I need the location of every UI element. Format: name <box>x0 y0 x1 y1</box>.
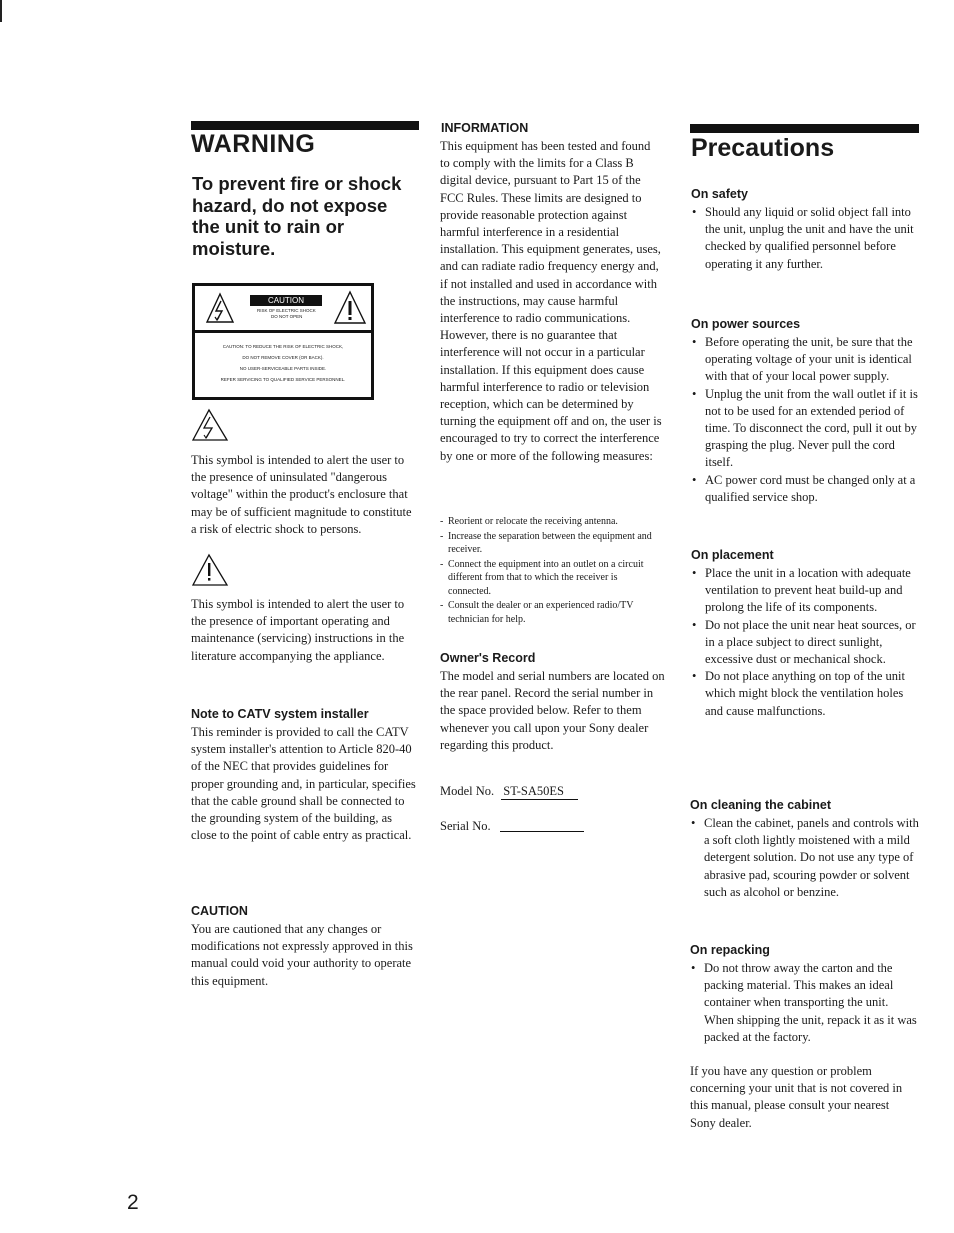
section-on-power-sources <box>691 316 920 506</box>
page-number: 2 <box>127 1191 139 1214</box>
caution-label-box <box>192 283 374 400</box>
model-number-value: ST-SA50ES <box>501 784 578 800</box>
measure-item: - Increase the separation between the equipment and receiver. <box>440 530 662 557</box>
scan-edge-mark <box>0 0 2 22</box>
caution-box-top <box>195 286 371 333</box>
model-number-row <box>440 783 578 800</box>
list-item: • Clean the cabinet, panels and controls with a soft cloth lightly moistened with a mild detergent solution. Do not use any type of abrasive pad, scouring powder or solvent such as alcohol or benzine. <box>690 815 920 901</box>
precautions-rule <box>690 124 919 133</box>
exclamation-symbol-icon <box>191 553 229 587</box>
caution-line-2: DO NOT REMOVE COVER (OR BACK). <box>242 355 324 360</box>
section-items <box>691 204 920 273</box>
information-heading: INFORMATION <box>441 121 529 135</box>
measure-item: - Consult the dealer or an experienced radio/TV technician for help. <box>440 599 662 626</box>
measure-item: - Reorient or relocate the receiving antenna. <box>440 515 662 529</box>
hazard-warning-text: To prevent fire or shock hazard, do not expose the unit to rain or moisture. <box>192 173 402 259</box>
voltage-symbol-text: This symbol is intended to alert the user to the presence of uninsulated "dangerous voltage" within the product's enclosure that may be of sufficient magnitude to constitute a risk of electric shock to persons. <box>191 453 412 536</box>
closing-text: If you have any question or problem concerning your unit that is not covered in this manual, please consult your nearest Sony dealer. <box>690 1064 903 1130</box>
serial-number-row <box>440 818 584 835</box>
list-item: • Should any liquid or solid object fall into the unit, unplug the unit and have the unit checked by qualified personnel before operating it any further. <box>691 204 920 273</box>
list-item: • Place the unit in a location with adequate ventilation to prevent heat build-up and prolong the life of its components. <box>691 565 920 617</box>
owners-record-heading: Owner's Record <box>440 651 536 665</box>
list-item: • AC power cord must be changed only at a qualified service shop. <box>691 472 920 506</box>
section-on-cleaning <box>690 797 920 901</box>
caution-line-3: NO USER-SERVICEABLE PARTS INSIDE. <box>239 366 327 371</box>
warning-title: WARNING <box>191 130 316 158</box>
section-heading: On cleaning the cabinet <box>690 798 831 812</box>
section-items <box>691 565 920 720</box>
section-items <box>691 334 920 506</box>
lightning-warning-icon <box>205 292 235 324</box>
section-heading: On safety <box>691 187 748 201</box>
measure-item: - Connect the equipment into an outlet on a circuit different from that to which the receiver is connected. <box>440 558 662 599</box>
owners-record-text: The model and serial numbers are located on the rear panel. Record the serial number in the space provided below. Refer to them whenever you call upon your Sony dealer regarding this product. <box>440 669 665 752</box>
serial-number-blank <box>500 818 584 832</box>
list-item: • Before operating the unit, be sure that the operating voltage of your unit is identical with that of your local power supply. <box>691 334 920 386</box>
caution-text: You are cautioned that any changes or modifications not expressly approved in this manual could void your authority to operate this equipment. <box>191 922 413 988</box>
catv-heading: Note to CATV system installer <box>191 707 369 721</box>
exclamation-symbol-text: This symbol is intended to alert the user to the presence of important operating and maintenance (servicing) instructions in the literature accompanying the appliance. <box>191 597 405 663</box>
interference-measures-list <box>440 515 662 627</box>
list-item: • Do not place the unit near heat sources, or in a place subject to direct sunlight, excessive dust or mechanical shock. <box>691 617 920 669</box>
model-number-label: Model No. <box>440 784 495 798</box>
precautions-title: Precautions <box>691 134 835 162</box>
section-items <box>690 960 920 1046</box>
information-text: This equipment has been tested and found to comply with the limits for a Class B digital device, pursuant to Part 15 of the FCC Rules. These limits are designed to provide reasonable protection against harmful interference in a residential installation. This equipment generates, uses, and can radiate radio frequency energy and, if not installed and used in accordance with the instructions, may cause harmful interference to radio communications. However, there is no guarantee that interference will not occur in a particular installation. If this equipment does cause harmful interference to radio or television reception, which can be determined by turning the equipment off and on, the user is encouraged to try to correct the interference by one or more of the following measures: <box>440 139 662 463</box>
caution-sub1: RISK OF ELECTRIC SHOCK <box>257 308 316 313</box>
list-item: • Unplug the unit from the wall outlet if it is not to be used for an extended period of time. To disconnect the cord, pull it out by grasping the plug. Never pull the cord itself. <box>691 386 920 472</box>
section-heading: On power sources <box>691 317 801 331</box>
section-on-safety <box>691 186 920 273</box>
section-on-repacking <box>690 942 920 1046</box>
list-item: • Do not place anything on top of the unit which might block the ventilation holes and cause malfunctions. <box>691 668 920 720</box>
exclamation-warning-icon <box>333 290 367 326</box>
serial-number-label: Serial No. <box>440 819 491 833</box>
list-item: • Do not throw away the carton and the packing material. This makes an ideal container when transporting the unit. When shipping the unit, repack it as it was packed at the factory. <box>690 960 920 1046</box>
section-items <box>690 815 920 901</box>
lightning-symbol-icon <box>191 408 229 442</box>
caution-label: CAUTION <box>250 295 322 306</box>
section-heading: On repacking <box>690 943 770 957</box>
caution-line-1: CAUTION: TO REDUCE THE RISK OF ELECTRIC SHOCK, <box>222 344 344 349</box>
caution-sub2: DO NOT OPEN <box>271 314 303 319</box>
caution-line-4: REFER SERVICING TO QUALIFIED SERVICE PERSONNEL. <box>220 377 346 382</box>
caution-heading: CAUTION <box>191 904 248 918</box>
catv-text: This reminder is provided to call the CATV system installer's attention to Article 820-40 of the NEC that provides guidelines for proper grounding and, in particular, specifies that the cable ground shall be connected to the grounding system of the building, as close to the point of cable entry as practical. <box>191 725 416 843</box>
section-heading: On placement <box>691 548 774 562</box>
section-on-placement <box>691 547 920 720</box>
